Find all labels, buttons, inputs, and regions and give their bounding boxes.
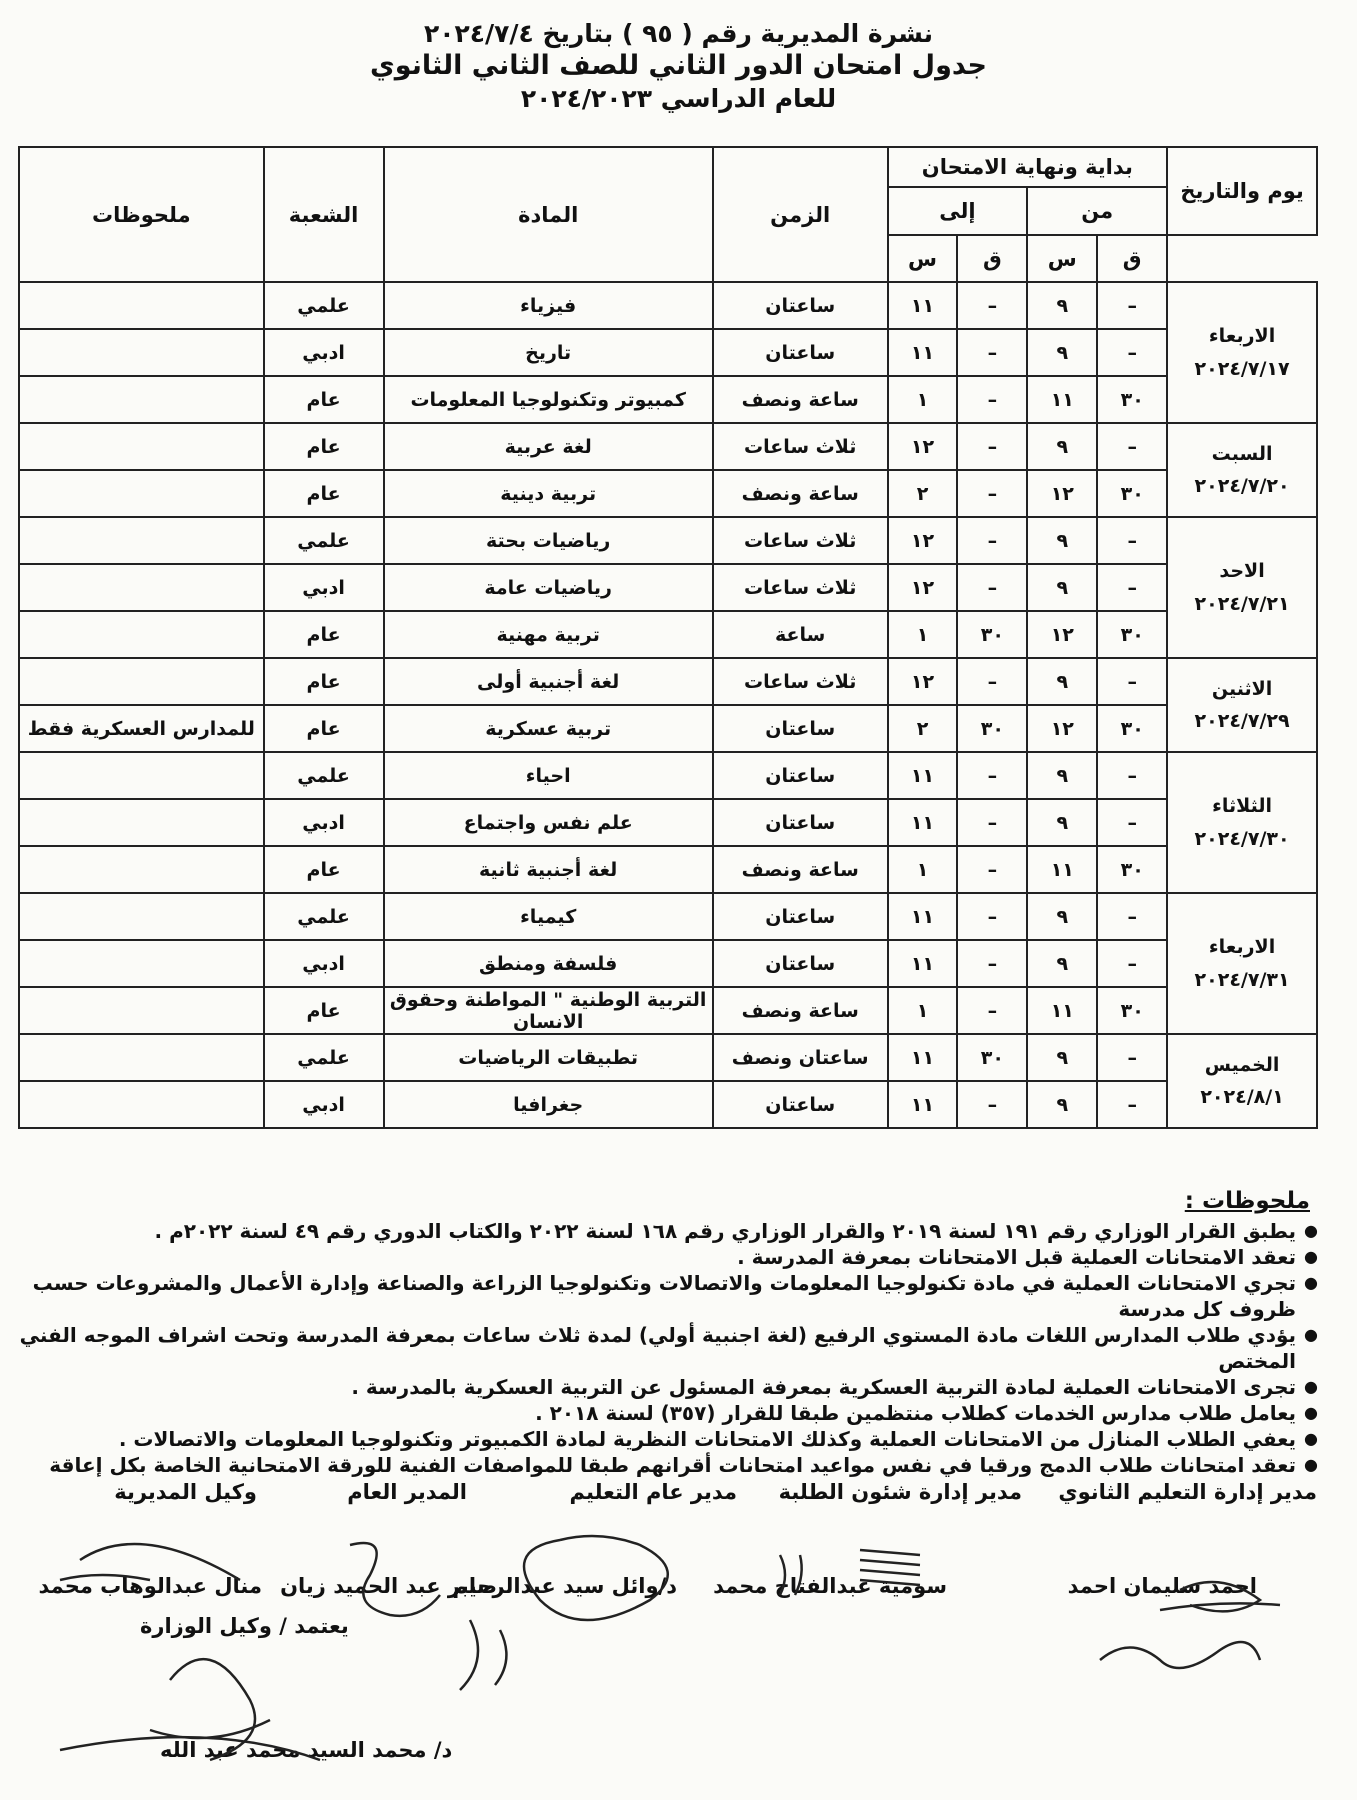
exam-date: ٢٠٢٤/٧/١٧ [1194, 357, 1290, 380]
to-hours-cell: ٢ [888, 470, 958, 517]
to-hours-cell: ١ [888, 611, 958, 658]
day-date-cell [1167, 658, 1317, 752]
to-hours-cell: ١٢ [888, 564, 958, 611]
from-hours-cell: ٩ [1027, 517, 1097, 564]
duration-cell: ثلاث ساعات [713, 564, 888, 611]
day-name: الخميس [1204, 1053, 1280, 1076]
exam-date: ٢٠٢٤/٧/٢٠ [1194, 475, 1290, 497]
bullet-icon: ● [1304, 1221, 1318, 1240]
division-cell: ادبي [264, 940, 384, 987]
to-hours-cell: ١١ [888, 1034, 958, 1081]
from-hours-cell: ٩ [1027, 423, 1097, 470]
note-item [18, 1400, 1318, 1426]
signature-name-5: منال عبدالوهاب محمد [38, 1574, 262, 1598]
bullet-icon: ● [1304, 1247, 1318, 1266]
to-minutes-cell: – [957, 752, 1027, 799]
division-cell: عام [264, 658, 384, 705]
exam-date: ٢٠٢٤/٧/٣٠ [1194, 827, 1290, 850]
notes-cell [19, 423, 264, 470]
to-hours-cell: ١١ [888, 799, 958, 846]
to-minutes-cell: – [957, 893, 1027, 940]
subject-cell: تربية دينية [384, 470, 713, 517]
note-text: تجرى الامتحانات العملية لمادة التربية العسكرية بمعرفة المسئول عن التربية العسكرية بالمدرسة . [351, 1375, 1297, 1399]
note-item [18, 1322, 1318, 1374]
day-name: السبت [1211, 442, 1273, 465]
duration-cell: ساعتان [713, 705, 888, 752]
from-hours-cell: ١١ [1027, 376, 1097, 423]
bullet-icon: ● [1304, 1455, 1318, 1474]
duration-cell: ساعتان [713, 329, 888, 376]
header-subject: المادة [384, 147, 713, 282]
table-row [19, 893, 1317, 940]
note-item [18, 1374, 1318, 1400]
from-minutes-cell: ٣٠ [1097, 376, 1167, 423]
division-cell: ادبي [264, 329, 384, 376]
division-cell: ادبي [264, 799, 384, 846]
division-cell: ادبي [264, 1081, 384, 1128]
duration-cell: ثلاث ساعات [713, 517, 888, 564]
duration-cell: ثلاث ساعات [713, 658, 888, 705]
notes-section [18, 1188, 1318, 1478]
day-date-cell [1167, 517, 1317, 658]
from-hours-cell: ٩ [1027, 282, 1097, 329]
from-minutes-cell: – [1097, 423, 1167, 470]
table-row [19, 564, 1317, 611]
division-cell: عام [264, 423, 384, 470]
to-minutes-cell: – [957, 517, 1027, 564]
division-cell: علمي [264, 893, 384, 940]
note-item [18, 1270, 1318, 1322]
subject-cell: جغرافيا [384, 1081, 713, 1128]
header-duration: الزمن [713, 147, 888, 282]
duration-cell: ساعتان ونصف [713, 1034, 888, 1081]
table-row [19, 1034, 1317, 1081]
subject-cell: لغة عربية [384, 423, 713, 470]
bullet-icon: ● [1304, 1377, 1318, 1396]
from-hours-cell: ٩ [1027, 1034, 1097, 1081]
from-hours-cell: ٩ [1027, 940, 1097, 987]
notes-cell [19, 376, 264, 423]
note-item [18, 1244, 1318, 1270]
notes-cell [19, 658, 264, 705]
notes-title: ملحوظات : [1184, 1188, 1310, 1214]
schedule-title: جدول امتحان الدور الثاني للصف الثاني الثانوي [370, 50, 987, 82]
to-minutes-cell: – [957, 799, 1027, 846]
duration-cell: ساعة ونصف [713, 470, 888, 517]
from-minutes-cell: – [1097, 329, 1167, 376]
from-hours-cell: ١١ [1027, 846, 1097, 893]
day-date-cell [1167, 423, 1317, 517]
from-hours-cell: ٩ [1027, 752, 1097, 799]
table-row [19, 799, 1317, 846]
to-hours-cell: ١١ [888, 329, 958, 376]
subject-cell: فلسفة ومنطق [384, 940, 713, 987]
from-hours-cell: ١٢ [1027, 705, 1097, 752]
to-minutes-cell: – [957, 987, 1027, 1034]
subject-cell: لغة أجنبية أولى [384, 658, 713, 705]
from-minutes-cell: ٣٠ [1097, 846, 1167, 893]
notes-cell [19, 611, 264, 658]
duration-cell: ساعة ونصف [713, 846, 888, 893]
header-from: من [1027, 187, 1167, 235]
to-hours-cell: ٢ [888, 705, 958, 752]
signature-title-3: مدير عام التعليم [569, 1480, 737, 1504]
signature-title-2: مدير إدارة شئون الطلبة [778, 1480, 1022, 1504]
to-hours-cell: ١١ [888, 893, 958, 940]
duration-cell: ساعتان [713, 940, 888, 987]
to-minutes-cell: – [957, 564, 1027, 611]
day-name: الاحد [1219, 560, 1265, 583]
table-row [19, 282, 1317, 329]
bullet-icon: ● [1304, 1429, 1318, 1448]
note-text: تعقد الامتحانات العملية قبل الامتحانات بمعرفة المدرسة . [737, 1245, 1297, 1269]
header-to-minutes: ق [957, 235, 1027, 282]
from-minutes-cell: – [1097, 1081, 1167, 1128]
to-hours-cell: ١٢ [888, 517, 958, 564]
note-text: تجري الامتحانات العملية في مادة تكنولوجيا المعلومات والاتصالات وتكنولوجيا الزراعة والصناعة وإدارة الأعمال والمشروعات حسب ظروف كل مدرسة [32, 1271, 1297, 1321]
division-cell: عام [264, 705, 384, 752]
table-row [19, 376, 1317, 423]
to-minutes-cell: – [957, 1081, 1027, 1128]
from-hours-cell: ١١ [1027, 987, 1097, 1034]
notes-cell [19, 940, 264, 987]
from-minutes-cell: – [1097, 564, 1167, 611]
to-minutes-cell: – [957, 658, 1027, 705]
to-minutes-cell: – [957, 423, 1027, 470]
from-hours-cell: ٩ [1027, 658, 1097, 705]
division-cell: عام [264, 470, 384, 517]
table-row [19, 423, 1317, 470]
from-minutes-cell: – [1097, 940, 1167, 987]
notes-cell [19, 564, 264, 611]
notes-cell [19, 470, 264, 517]
duration-cell: ثلاث ساعات [713, 423, 888, 470]
from-minutes-cell: – [1097, 658, 1167, 705]
notes-cell [19, 752, 264, 799]
signature-title-1: مدير إدارة التعليم الثانوي [1058, 1480, 1317, 1504]
duration-cell: ساعة [713, 611, 888, 658]
from-minutes-cell: ٣٠ [1097, 987, 1167, 1034]
to-hours-cell: ١٢ [888, 658, 958, 705]
division-cell: عام [264, 846, 384, 893]
header-division: الشعبة [264, 147, 384, 282]
table-row [19, 987, 1317, 1034]
division-cell: علمي [264, 1034, 384, 1081]
day-date-cell [1167, 282, 1317, 423]
from-hours-cell: ٩ [1027, 564, 1097, 611]
bullet-icon: ● [1304, 1403, 1318, 1422]
duration-cell: ساعتان [713, 1081, 888, 1128]
subject-cell: تربية عسكرية [384, 705, 713, 752]
day-date-cell [1167, 893, 1317, 1034]
note-item [18, 1426, 1318, 1452]
subject-cell: تاريخ [384, 329, 713, 376]
signature-titles [0, 1480, 1357, 1516]
exam-date: ٢٠٢٤/٧/٣١ [1194, 968, 1290, 991]
subject-cell: فيزياء [384, 282, 713, 329]
from-hours-cell: ٩ [1027, 329, 1097, 376]
table-row [19, 705, 1317, 752]
to-hours-cell: ١١ [888, 1081, 958, 1128]
notes-cell [19, 799, 264, 846]
duration-cell: ساعتان [713, 282, 888, 329]
to-hours-cell: ١ [888, 987, 958, 1034]
to-minutes-cell: ٣٠ [957, 611, 1027, 658]
from-hours-cell: ١٢ [1027, 470, 1097, 517]
notes-cell [19, 329, 264, 376]
note-text: تعقد امتحانات طلاب الدمج ورقيا في نفس مواعيد امتحانات أقرانهم طبقا للمواصفات الفنية للورقة الامتحانية الخاصة بكل إعاقة [49, 1453, 1297, 1477]
duration-cell: ساعة ونصف [713, 376, 888, 423]
from-minutes-cell: ٣٠ [1097, 611, 1167, 658]
from-minutes-cell: ٣٠ [1097, 705, 1167, 752]
subject-cell: كمبيوتر وتكنولوجيا المعلومات [384, 376, 713, 423]
note-item [18, 1452, 1318, 1478]
subject-cell: رياضيات بحتة [384, 517, 713, 564]
exam-date: ٢٠٢٤/٧/٢١ [1194, 592, 1290, 615]
signatures-block [0, 1480, 1357, 1610]
note-item [18, 1218, 1318, 1244]
subject-cell: احياء [384, 752, 713, 799]
header-from-hours: س [1027, 235, 1097, 282]
from-minutes-cell: ٣٠ [1097, 470, 1167, 517]
from-hours-cell: ٩ [1027, 1081, 1097, 1128]
signature-names [0, 1574, 1357, 1610]
from-minutes-cell: – [1097, 517, 1167, 564]
exam-date: ٢٠٢٤/٧/٢٩ [1194, 710, 1290, 732]
table-row [19, 470, 1317, 517]
note-text: يطبق القرار الوزاري رقم ١٩١ لسنة ٢٠١٩ والقرار الوزاري رقم ١٦٨ لسنة ٢٠٢٢ والكتاب الدوري رقم ٤٩ لسنة ٢٠٢٢م . [154, 1219, 1297, 1243]
bullet-icon: ● [1304, 1325, 1318, 1344]
subject-cell: تطبيقات الرياضيات [384, 1034, 713, 1081]
to-hours-cell: ١١ [888, 940, 958, 987]
to-minutes-cell: ٣٠ [957, 705, 1027, 752]
approval-title: يعتمد / وكيل الوزارة [140, 1614, 349, 1638]
duration-cell: ساعتان [713, 893, 888, 940]
table-row [19, 752, 1317, 799]
header-to-hours: س [888, 235, 958, 282]
division-cell: عام [264, 611, 384, 658]
header-day-date: يوم والتاريخ [1167, 147, 1317, 235]
signature-name-3: د/وائل سيد عبدالرحيم [452, 1574, 677, 1598]
subject-cell: رياضيات عامة [384, 564, 713, 611]
day-name: الاثنين [1211, 677, 1273, 700]
signature-name-2: سومية عبدالفتاح محمد [713, 1574, 947, 1598]
notes-list [18, 1218, 1318, 1478]
header-notes: ملحوظات [19, 147, 264, 282]
notes-cell [19, 987, 264, 1034]
subject-cell: علم نفس واجتماع [384, 799, 713, 846]
bulletin-number: نشرة المديرية رقم ( ٩٥ ) بتاريخ ٢٠٢٤/٧/٤ [423, 19, 934, 48]
bullet-icon: ● [1304, 1273, 1318, 1292]
notes-cell [19, 282, 264, 329]
table-row [19, 517, 1317, 564]
day-name: الاربعاء [1208, 936, 1276, 959]
notes-cell [19, 1034, 264, 1081]
table-row [19, 846, 1317, 893]
signature-title-4: المدير العام [347, 1480, 467, 1504]
to-hours-cell: ١١ [888, 752, 958, 799]
note-text: يؤدي طلاب المدارس اللغات مادة المستوي الرفيع (لغة اجنبية أولي) لمدة ثلاث ساعات بمعرفة المدرسة وتحت اشراف الموجه الفني المختص [19, 1323, 1297, 1373]
subject-cell: تربية مهنية [384, 611, 713, 658]
exam-date: ٢٠٢٤/٨/١ [1200, 1086, 1284, 1108]
to-hours-cell: ١١ [888, 282, 958, 329]
notes-cell [19, 893, 264, 940]
to-minutes-cell: – [957, 329, 1027, 376]
signature-title-5: وكيل المديرية [114, 1480, 257, 1504]
to-hours-cell: ١ [888, 376, 958, 423]
duration-cell: ساعتان [713, 799, 888, 846]
division-cell: عام [264, 376, 384, 423]
to-minutes-cell: – [957, 282, 1027, 329]
to-minutes-cell: – [957, 940, 1027, 987]
table-row [19, 611, 1317, 658]
notes-cell [19, 1081, 264, 1128]
academic-year: للعام الدراسي ٢٠٢٤/٢٠٢٣ [520, 84, 837, 113]
division-cell: علمي [264, 752, 384, 799]
from-minutes-cell: – [1097, 893, 1167, 940]
duration-cell: ساعتان [713, 752, 888, 799]
table-row [19, 940, 1317, 987]
signature-name-4: صابر عبد الحميد زيان [280, 1574, 497, 1598]
from-minutes-cell: – [1097, 282, 1167, 329]
header-from-minutes: ق [1097, 235, 1167, 282]
table-row [19, 329, 1317, 376]
to-hours-cell: ١٢ [888, 423, 958, 470]
from-minutes-cell: – [1097, 799, 1167, 846]
note-text: يعامل طلاب مدارس الخدمات كطلاب منتظمين طبقا للقرار (٣٥٧) لسنة ٢٠١٨ . [535, 1401, 1297, 1425]
division-cell: علمي [264, 282, 384, 329]
notes-cell [19, 846, 264, 893]
notes-cell: للمدارس العسكرية فقط [19, 705, 264, 752]
to-minutes-cell: – [957, 376, 1027, 423]
note-text: يعفي الطلاب المنازل من الامتحانات العملية وكذلك الامتحانات النظرية لمادة الكمبيوتر وتكنولوجيا المعلومات والاتصالات . [118, 1427, 1297, 1451]
division-cell: ادبي [264, 564, 384, 611]
day-date-cell [1167, 1034, 1317, 1128]
subject-cell: التربية الوطنية " المواطنة وحقوق الانسان [384, 987, 713, 1034]
table-row [19, 658, 1317, 705]
to-minutes-cell: ٣٠ [957, 1034, 1027, 1081]
exam-schedule-table [18, 146, 1318, 1129]
to-hours-cell: ١ [888, 846, 958, 893]
to-minutes-cell: – [957, 470, 1027, 517]
notes-cell [19, 517, 264, 564]
header-to: إلى [888, 187, 1028, 235]
from-hours-cell: ٩ [1027, 893, 1097, 940]
header-start-end: بداية ونهاية الامتحان [888, 147, 1168, 187]
schedule-body [19, 282, 1317, 1128]
day-name: الاربعاء [1208, 325, 1276, 348]
duration-cell: ساعة ونصف [713, 987, 888, 1034]
signature-name-1: احمد سليمان احمد [1067, 1574, 1257, 1598]
to-minutes-cell: – [957, 846, 1027, 893]
approval-name: د/ محمد السيد محمد عبد الله [160, 1738, 453, 1762]
from-hours-cell: ٩ [1027, 799, 1097, 846]
subject-cell: كيمياء [384, 893, 713, 940]
table-row [19, 1081, 1317, 1128]
from-minutes-cell: – [1097, 752, 1167, 799]
day-name: الثلاثاء [1212, 795, 1272, 818]
division-cell: عام [264, 987, 384, 1034]
day-date-cell [1167, 752, 1317, 893]
approval-block [140, 1610, 349, 1644]
division-cell: علمي [264, 517, 384, 564]
document-header [0, 18, 1357, 114]
subject-cell: لغة أجنبية ثانية [384, 846, 713, 893]
from-hours-cell: ١٢ [1027, 611, 1097, 658]
from-minutes-cell: – [1097, 1034, 1167, 1081]
